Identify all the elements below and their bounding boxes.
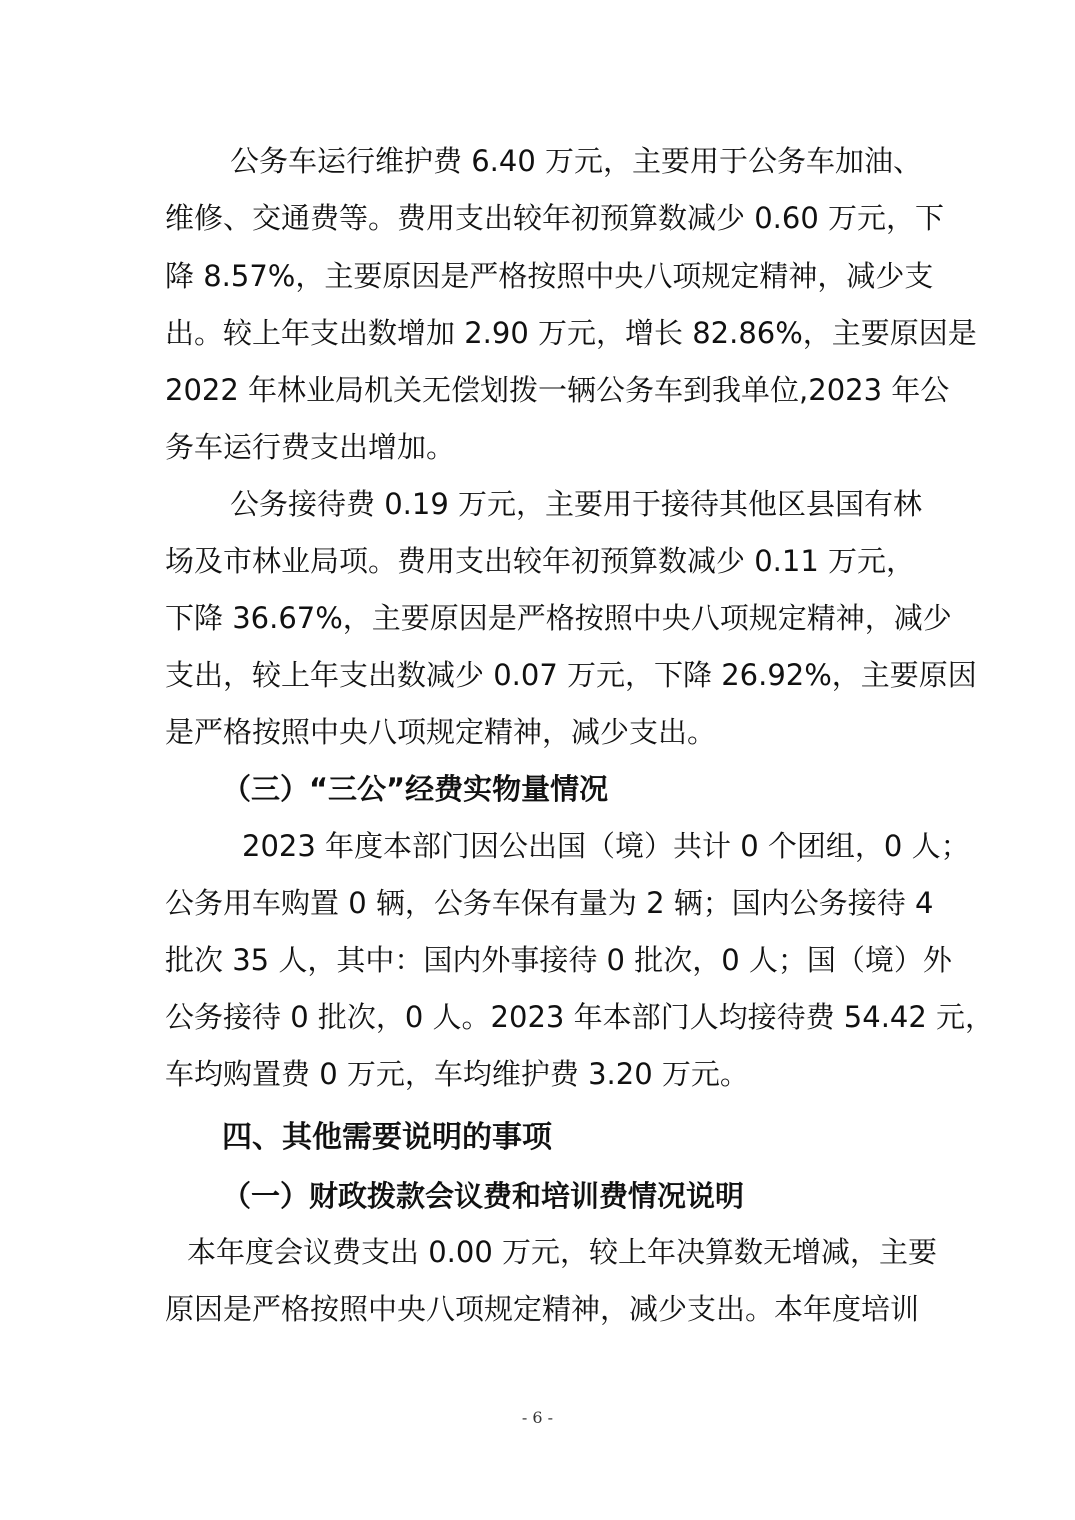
text-line: 批次 35 人，其中：国内外事接待 0 批次，0 人；国（境）外 (165, 943, 952, 977)
text-line: 2023 年度本部门因公出国（境）共计 0 个团组，0 人； (242, 829, 970, 863)
section-heading-other-matters: 四、其他需要说明的事项 (222, 1120, 552, 1155)
text-line: 支出，较上年支出数减少 0.07 万元，下降 26.92%，主要原因 (165, 658, 977, 692)
section-heading-meeting-training: （一）财政拨款会议费和培训费情况说明 (222, 1179, 745, 1213)
text-line: 降 8.57%，主要原因是严格按照中央八项规定精神，减少支 (165, 259, 934, 293)
text-line: 务车运行费支出增加。 (165, 430, 456, 464)
text-line: 公务车运行维护费 6.40 万元，主要用于公务车加油、 (230, 144, 923, 178)
text-line: 维修、交通费等。费用支出较年初预算数减少 0.60 万元，下 (165, 201, 945, 235)
page-number: - 6 - (521, 1408, 554, 1427)
text-line: 本年度会议费支出 0.00 万元，较上年决算数无增减，主要 (187, 1235, 938, 1269)
text-line: 下降 36.67%，主要原因是严格按照中央八项规定精神，减少 (165, 601, 952, 635)
text-line: 公务接待费 0.19 万元，主要用于接待其他区县国有林 (230, 487, 923, 521)
text-line: 场及市林业局项。费用支出较年初预算数减少 0.11 万元， (165, 544, 916, 578)
text-line: 是严格按照中央八项规定精神，减少支出。 (165, 715, 717, 749)
text-line: 公务接待 0 批次，0 人。2023 年本部门人均接待费 54.42 元， (165, 1000, 995, 1034)
text-line: 2022 年林业局机关无偿划拨一辆公务车到我单位,2023 年公 (165, 373, 950, 407)
text-line: 原因是严格按照中央八项规定精神，减少支出。本年度培训 (165, 1292, 920, 1326)
text-line: 车均购置费 0 万元，车均维护费 3.20 万元。 (165, 1057, 749, 1091)
section-heading-physical: （三）“三公”经费实物量情况 (222, 772, 609, 806)
text-line: 公务用车购置 0 辆，公务车保有量为 2 辆；国内公务接待 4 (165, 886, 934, 920)
text-line: 出。较上年支出数增加 2.90 万元，增长 82.86%，主要原因是 (165, 316, 977, 350)
